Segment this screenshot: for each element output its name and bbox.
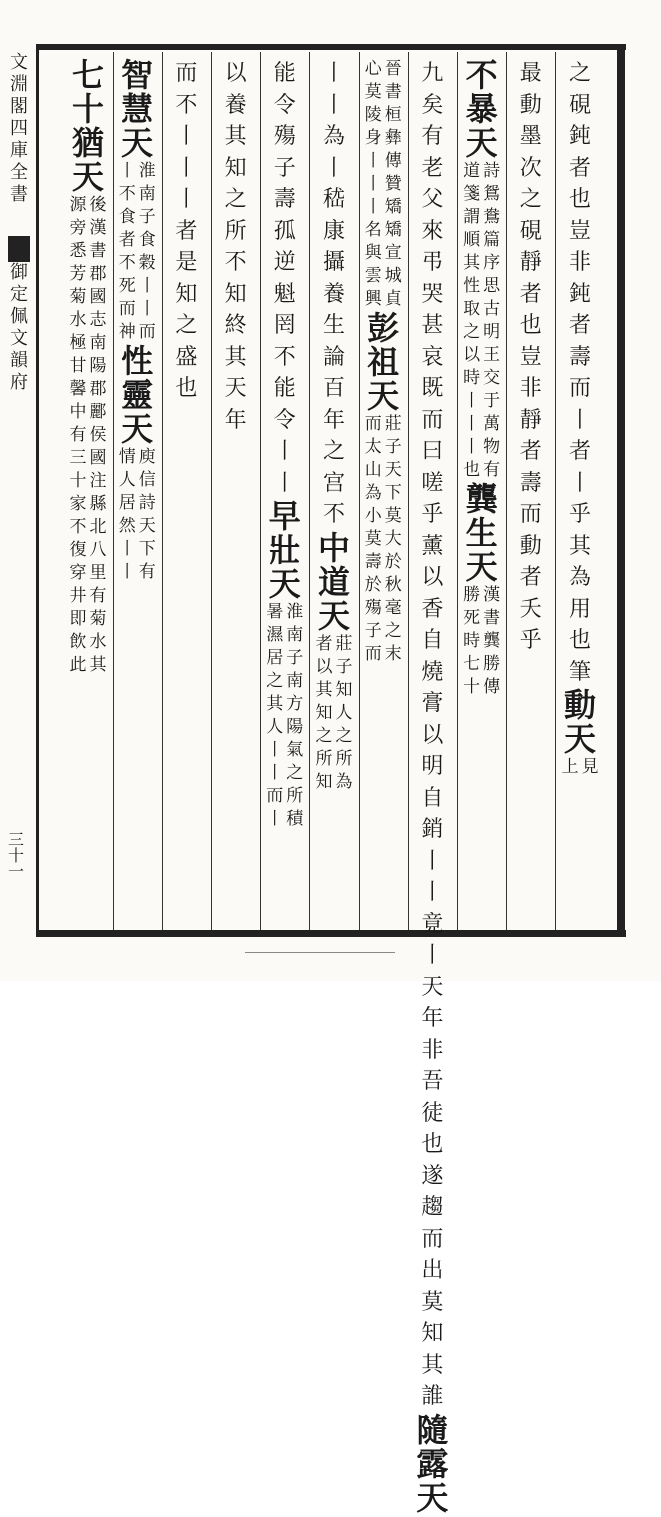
annotation-left-line: 者 以 其 知 之 所 知 (315, 633, 333, 792)
annotation-double-line (265, 601, 305, 831)
headword: 不 暴 天 (465, 56, 498, 162)
main-text: 最 動 墨 次 之 硯 靜 者 也 豈 非 靜 者 壽 而 動 者 夭 乎 (519, 61, 542, 653)
headword: 七 十 猶 天 (71, 56, 104, 196)
annotation-right-line: 淮 南 子 食 穀 丨 丨 而 (138, 161, 156, 342)
column-rule (506, 52, 507, 930)
main-text: 丨 丨 為 丨 嵇 康 攝 養 生 論 百 年 之 宫 不 (322, 61, 345, 527)
headword: 動 天 (563, 686, 596, 758)
frame-right-border (617, 44, 625, 937)
text-column-5 (363, 58, 403, 926)
annotation-left-line: 源 旁 悉 芳 菊 水 極 甘 馨 中 有 三 十 家 不 復 穿 井 即 飲 此 (69, 195, 87, 675)
headword: 中 道 天 (317, 528, 350, 635)
annotation-double-line (462, 584, 502, 699)
main-text: 而 不 丨 丨 丨 者 是 知 之 盛 也 (175, 61, 198, 401)
text-column-11 (68, 58, 108, 926)
annotation-right-line: 淮 南 子 南 方 陽 氣 之 所 積 (286, 602, 304, 829)
headword: 龔 生 天 (465, 480, 498, 586)
margin-title-bottom-text: 御 定 佩 文 韻 府 (10, 262, 28, 393)
text-column-6 (314, 58, 354, 926)
page-number-text: 三 十 一 (7, 830, 24, 881)
column-rule (408, 52, 409, 930)
text-column-10 (117, 58, 157, 926)
annotation-right-line: 晉 書 桓 彝 傳 贊 矯 矯 宣 城 貞 (384, 59, 402, 309)
column-rule (457, 52, 458, 930)
annotation-double-line (68, 194, 108, 677)
annotation-double-line (462, 160, 502, 482)
main-text: 之 硯 鈍 者 也 豈 非 鈍 者 壽 而 丨 者 丨 乎 其 為 用 也 筆 (568, 61, 591, 685)
page-number (4, 832, 28, 880)
annotation-right-line: 漢 書 龔 勝 傳 (483, 585, 501, 697)
annotation-double-line (117, 160, 157, 344)
column-rule (162, 52, 163, 930)
annotation-double-line (363, 413, 403, 666)
main-text: 以 養 其 知 之 所 不 知 終 其 天 年 (224, 61, 247, 433)
margin-title-top-text: 文 淵 閣 四 庫 全 書 (10, 52, 28, 205)
column-rule (211, 52, 212, 930)
frame-bottom-border (36, 930, 626, 937)
footer-line (245, 952, 395, 953)
frame-top-border (36, 44, 626, 50)
annotation-left-line: 道 箋 謂 順 其 性 取 之 以 時 丨 丨 丨 也 (463, 161, 481, 480)
annotation-left-line: 暑 濕 居 之 其 人 丨 丨 而 丨 (266, 602, 284, 829)
headword: 早 壯 天 (268, 497, 301, 603)
text-column-7 (265, 58, 305, 926)
annotation-left-line: 丨 不 食 者 不 死 而 神 (118, 161, 136, 342)
text-column-4 (412, 58, 452, 1517)
headword: 隨 露 天 (416, 1410, 449, 1517)
fishtail-mark (8, 236, 30, 262)
headword: 智 慧 天 (121, 56, 154, 162)
headword: 性 靈 天 (121, 342, 154, 448)
text-column-1 (560, 58, 600, 926)
annotation-right-line: 後 漢 書 郡 國 志 南 陽 郡 酈 侯 國 注 縣 北 八 里 有 菊 水 其 (89, 195, 107, 675)
column-rule (555, 52, 556, 930)
annotation-right-line: 見 (581, 757, 599, 777)
frame-left-border (36, 44, 39, 937)
annotation-double-line (560, 756, 600, 779)
annotation-right-line: 詩 鴛 鴦 篇 序 思 古 明 王 交 于 萬 物 有 (483, 161, 501, 480)
annotation-left-line: 勝 死 時 七 十 (463, 585, 481, 697)
column-rule (260, 52, 261, 930)
annotation-left-line: 而 太 山 為 小 莫 壽 於 殤 子 而 (364, 414, 382, 664)
annotation-left-line: 上 (561, 757, 579, 777)
annotation-left-line: 心 莫 陵 身 丨 丨 丨 名 與 雲 興 (364, 59, 382, 309)
main-text: 九 矣 有 老 父 來 弔 哭 甚 哀 既 而 曰 嗟 乎 薰 以 香 自 燒 膏 以 明 自 銷 丨 丨 竟 丨 天 年 非 吾 徒 也 遂 趨 而 出 莫 知 其 誰 (421, 61, 444, 1409)
text-column-3 (462, 58, 502, 926)
margin-title-bottom (6, 262, 32, 394)
annotation-double-line (314, 633, 354, 794)
margin-title-top (6, 52, 32, 206)
text-column-8 (216, 58, 256, 926)
annotation-right-line: 莊 子 天 下 莫 大 於 秋 毫 之 末 (384, 414, 402, 664)
margin-strip (6, 52, 32, 927)
text-column-2 (511, 58, 551, 926)
annotation-right-line: 莊 子 知 人 之 所 為 (335, 633, 353, 792)
text-column-9 (166, 58, 206, 926)
column-rule (113, 52, 114, 930)
annotation-left-line: 情 人 居 然 丨 丨 (118, 447, 136, 582)
column-rule (309, 52, 310, 930)
headword: 彭 祖 天 (367, 309, 400, 415)
annotation-double-line (363, 58, 403, 311)
annotation-double-line (117, 446, 157, 584)
main-text: 能 令 殤 子 壽 孤 逆 魁 罔 不 能 令 丨 丨 (273, 61, 296, 496)
annotation-right-line: 庾 信 詩 天 下 有 (138, 447, 156, 582)
column-rule (359, 52, 360, 930)
